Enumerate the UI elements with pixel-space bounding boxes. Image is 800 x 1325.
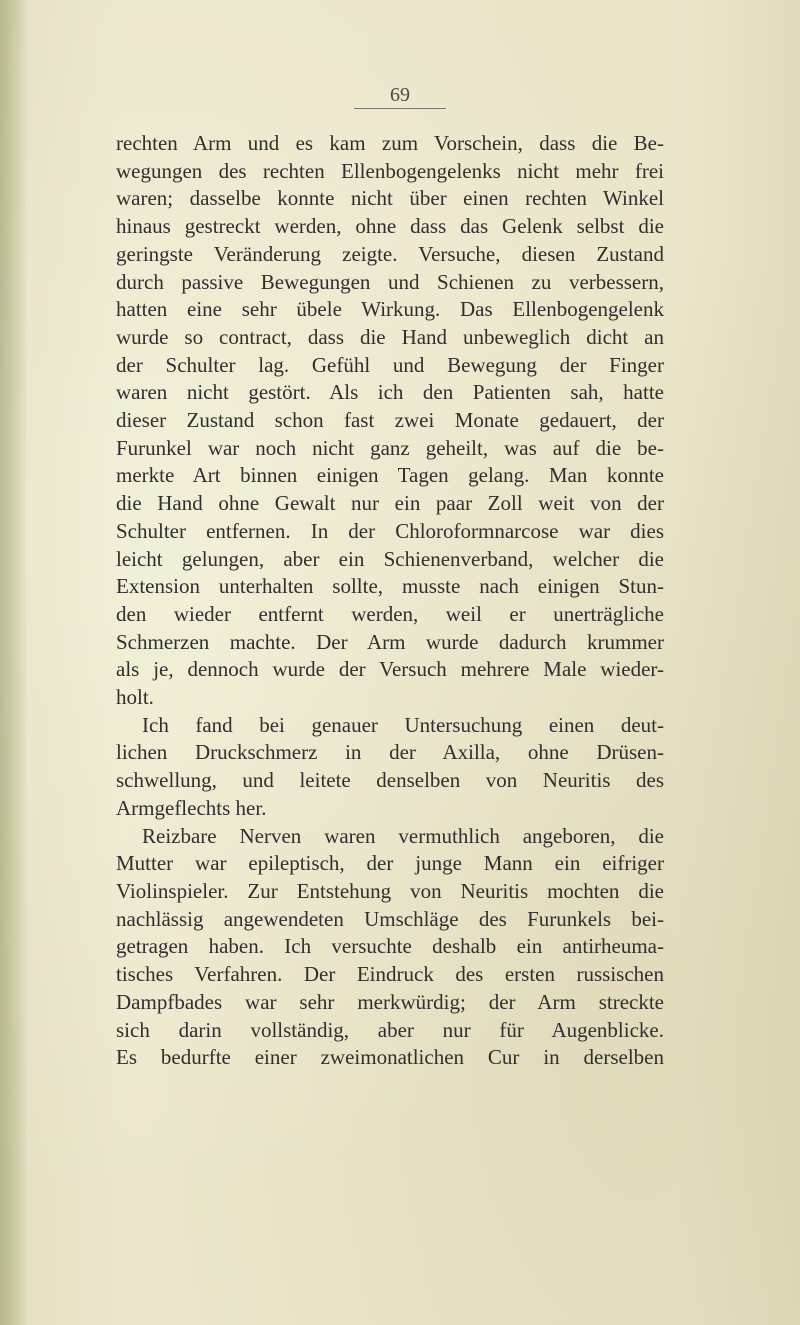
text-line: rechten Arm und es kam zum Vorschein, dass die Be- xyxy=(116,131,664,155)
text-line: hinaus gestreckt werden, ohne dass das Gelenk selbst die xyxy=(116,214,664,239)
text-line: Schulter entfernen. In der Chloroformnarcose war dies xyxy=(116,518,664,543)
paragraph-2 xyxy=(116,712,664,823)
text-line: schwellung, und leitete denselben von Neuritis des xyxy=(116,768,664,793)
text-line: leicht gelungen, aber ein Schienenverband, welcher die xyxy=(116,546,664,571)
text-line: tisches Verfahren. Der Eindruck des ersten russischen xyxy=(116,962,664,987)
text-line: merkte Art binnen einigen Tagen gelang. Man konnte xyxy=(116,463,664,488)
text-line: Extension unterhalten sollte, musste nach einigen Stun- xyxy=(116,574,664,599)
text-line: Violinspieler. Zur Entstehung von Neuritis mochten die xyxy=(116,878,664,903)
page-number: 69 xyxy=(354,84,446,109)
text-line: lichen Druckschmerz in der Axilla, ohne Drüsen- xyxy=(116,740,664,765)
body-text xyxy=(116,130,664,1072)
text-line: Schmerzen machte. Der Arm wurde dadurch krummer xyxy=(116,629,664,654)
text-line: waren nicht gestört. Als ich den Patienten sah, hatte xyxy=(116,380,664,405)
text-line: holt. xyxy=(116,685,154,710)
paragraph-3 xyxy=(116,823,664,1072)
text-line: geringste Veränderung zeigte. Versuche, diesen Zustand xyxy=(116,241,664,266)
text-line: Reizbare Nerven waren vermuthlich angeboren, die xyxy=(142,823,664,848)
text-line: sich darin vollständig, aber nur für Augenblicke. xyxy=(116,1017,664,1042)
text-line: Furunkel war noch nicht ganz geheilt, was auf die be- xyxy=(116,435,664,460)
text-line: waren; dasselbe konnte nicht über einen rechten Winkel xyxy=(116,186,664,211)
text-line: Mutter war epileptisch, der junge Mann ein eifriger xyxy=(116,851,664,876)
text-line: Armgeflechts her. xyxy=(116,795,267,820)
text-line: durch passive Bewegungen und Schienen zu verbessern, xyxy=(116,269,664,294)
text-line: als je, dennoch wurde der Versuch mehrere Male wieder- xyxy=(116,657,664,682)
page-edge-shadow xyxy=(0,0,26,1325)
text-line: getragen haben. Ich versuchte deshalb ein antirheuma- xyxy=(116,934,664,959)
text-line: Es bedurfte einer zweimonatlichen Cur in derselben xyxy=(116,1045,664,1070)
text-line: der Schulter lag. Gefühl und Bewegung der Finger xyxy=(116,352,664,377)
text-line: den wieder entfernt werden, weil er unerträgliche xyxy=(116,601,664,626)
text-line: Dampfbades war sehr merkwürdig; der Arm streckte xyxy=(116,989,664,1014)
page-number-header xyxy=(0,84,800,109)
text-line: die Hand ohne Gewalt nur ein paar Zoll weit von der xyxy=(116,491,664,516)
text-line: Ich fand bei genauer Untersuchung einen deut- xyxy=(142,712,664,737)
paragraph-1 xyxy=(116,130,664,712)
text-line: hatten eine sehr übele Wirkung. Das Ellenbogengelenk xyxy=(116,297,664,322)
text-line: wurde so contract, dass die Hand unbeweglich dicht an xyxy=(116,324,664,349)
text-line: dieser Zustand schon fast zwei Monate gedauert, der xyxy=(116,408,664,433)
text-line: wegungen des rechten Ellenbogengelenks nicht mehr frei xyxy=(116,158,664,183)
text-line: nachlässig angewendeten Umschläge des Furunkels bei- xyxy=(116,906,664,931)
